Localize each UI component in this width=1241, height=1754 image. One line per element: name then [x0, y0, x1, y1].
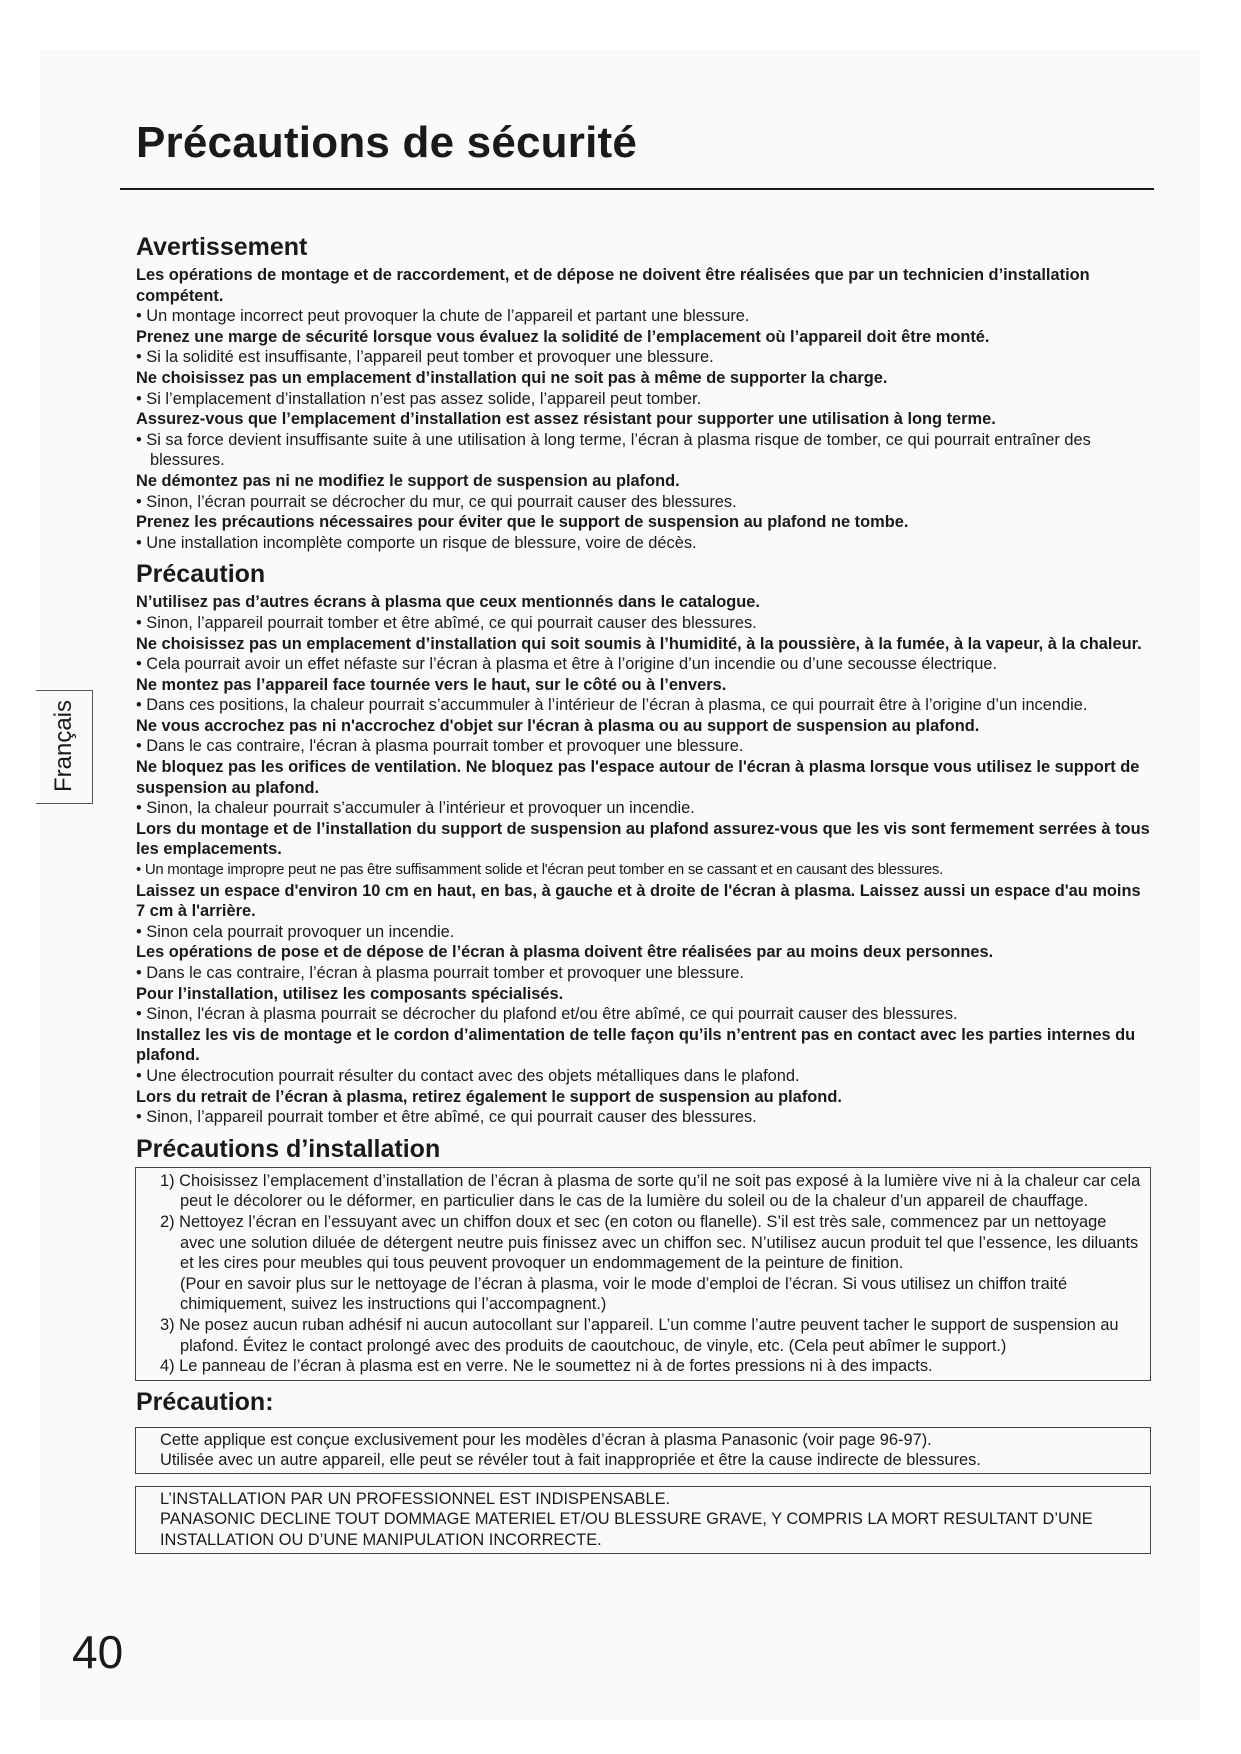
caution-item-6-text: • Sinon cela pourrait provoquer un incendie. [136, 922, 455, 941]
warning-item-2-title: Ne choisissez pas un emplacement d’installation qui ne soit pas à même de supporter la charge. [136, 368, 888, 387]
warning-item-5-title: Prenez les précautions nécessaires pour éviter que le support de suspension au plafond ne tombe. [136, 513, 909, 532]
caution-item-4-text: • Sinon, la chaleur pourrait s’accumuler à l’intérieur et provoquer un incendie. [136, 799, 695, 818]
caution2-line-2: Utilisée avec un autre appareil, elle peut se révéler tout à fait inappropriée et être la cause indirecte de blessures. [160, 1451, 981, 1470]
caution-item-3-title: Ne vous accrochez pas ni n'accrochez d'objet sur l'écran à plasma ou au support de suspension au plafond. [136, 716, 980, 735]
caution-item-8-title: Pour l’installation, utilisez les composants spécialisés. [136, 984, 564, 1003]
caution-item-2-title: Ne montez pas l’appareil face tournée vers le haut, sur le côté ou à l’envers. [136, 675, 727, 694]
caution-item-0-text: • Sinon, l’appareil pourrait tomber et être abîmé, ce qui pourrait causer des blessures. [136, 613, 757, 632]
caution-item-0-title: N’utilisez pas d’autres écrans à plasma que ceux mentionnés dans le catalogue. [136, 593, 760, 612]
warning-item-2-text: • Si l’emplacement d’installation n’est pas assez solide, l’appareil peut tomber. [136, 389, 702, 408]
caution-item-3-text: • Dans le cas contraire, l'écran à plasma pourrait tomber et provoquer une blessure. [136, 737, 744, 756]
caution-item-10-title: Lors du retrait de l’écran à plasma, retirez également le support de suspension au plafond. [136, 1087, 842, 1106]
caution-item-1-title: Ne choisissez pas un emplacement d’installation qui soit soumis à l’humidité, à la poussière, à la fumée, à la vapeur, à la chaleur. [136, 634, 1142, 653]
caution-item-5-title: Lors du montage et de l’installation du support de suspension au plafond assurez-vous que les vis sont fermement serrées à tous les emplacements. [136, 819, 1150, 859]
caution-item-2-text: • Dans ces positions, la chaleur pourrait s’accummuler à l’intérieur de l’écran à plasma, ce qui pourrait être à l’origine d’un incendie. [136, 696, 1088, 715]
caution-item-10-text: • Sinon, l’appareil pourrait tomber et être abîmé, ce qui pourrait causer des blessures. [136, 1108, 757, 1127]
installation-item-4: 4) Le panneau de l’écran à plasma est en verre. Ne le soumettez ni à de fortes pressions ni à des impacts. [160, 1357, 933, 1376]
caution-item-9-text: • Une électrocution pourrait résulter du contact avec des objets métalliques dans le plafond. [136, 1066, 800, 1085]
notice-box [135, 1486, 1151, 1554]
warning-item-1-text: • Si la solidité est insuffisante, l’appareil peut tomber et provoquer une blessure. [136, 348, 714, 367]
installation-item-2: 2) Nettoyez l’écran en l’essuyant avec un chiffon doux et sec (en coton ou flanelle). S’il est très sale, commencez par un nettoyage avec une solution diluée de détergent neutre puis finissez avec un chiffon sec. N’utilisez aucun produit tel que l’essence, les diluants et les cires pour meubles qui tous peuvent provoquer un endommagement de la peinture de finition. [160, 1212, 1139, 1273]
warning-heading: Avertissement [136, 233, 308, 261]
caution-item-9-title: Installez les vis de montage et le cordon d’alimentation de telle façon qu’ils n’entrent pas en contact avec les parties internes du plafond. [136, 1025, 1136, 1065]
installation-box [135, 1167, 1151, 1381]
notice-line-2: PANASONIC DECLINE TOUT DOMMAGE MATERIEL ET/OU BLESSURE GRAVE, Y COMPRIS LA MORT RESULTANT D’UNE INSTALLATION OU D’UNE MANIPULATION INCORRECTE. [160, 1510, 1093, 1550]
installation-item-1: 1) Choisissez l’emplacement d’installation de l’écran à plasma de sorte qu’il ne soit pas exposé à la lumière vive ni à la chaleur car cela peut le décolorer ou le déformer, en particulier dans le cas de la lumière du soleil ou de la chaleur d’un appareil de chauffage. [160, 1171, 1141, 1211]
installation-item-2-note: (Pour en savoir plus sur le nettoyage de l’écran à plasma, voir le mode d’emploi de l’écran. Si vous utilisez un chiffon traité chimiquement, suivez les instructions qui l’accompagnent.) [180, 1274, 1068, 1314]
caution-item-7-title: Les opérations de pose et de dépose de l’écran à plasma doivent être réalisées par au moins deux personnes. [136, 943, 994, 962]
caution-item-8-text: • Sinon, l'écran à plasma pourrait se décrocher du plafond et/ou être abîmé, ce qui pourrait causer des blessures. [136, 1005, 958, 1024]
warning-item-5-text: • Une installation incomplète comporte un risque de blessure, voire de décès. [136, 533, 697, 552]
warning-item-3-title: Assurez-vous que l’emplacement d’installation est assez résistant pour supporter une utilisation à long terme. [136, 410, 996, 429]
page-number: 40 [72, 1626, 124, 1678]
caution-heading: Précaution [136, 560, 266, 589]
warning-item-4-title: Ne démontez pas ni ne modifiez le support de suspension au plafond. [136, 471, 680, 490]
caution-item-1-text: • Cela pourrait avoir un effet néfaste sur l’écran à plasma et être à l’origine d’un incendie ou d’une secousse électrique. [136, 655, 997, 674]
warning-item-1-title: Prenez une marge de sécurité lorsque vous évaluez la solidité de l’emplacement où l’appareil doit être monté. [136, 327, 990, 346]
warning-item-4-text: • Sinon, l’écran pourrait se décrocher du mur, ce qui pourrait causer des blessures. [136, 492, 737, 511]
caution2-heading: Précaution: [136, 1387, 274, 1416]
page-title: Précautions de sécurité [136, 118, 638, 167]
caution-item-7-text: • Dans le cas contraire, l’écran à plasma pourrait tomber et provoquer une blessure. [136, 964, 744, 982]
installation-heading: Précautions d’installation [136, 1134, 441, 1163]
warning-item-0-text: • Un montage incorrect peut provoquer la chute de l’appareil et partant une blessure. [136, 307, 750, 326]
warning-list [136, 265, 1151, 553]
caution-item-4-title: Ne bloquez pas les orifices de ventilation. Ne bloquez pas l'espace autour de l'écran à plasma lorsque vous utilisez le support de suspension au plafond. [136, 758, 1140, 797]
caution-item-5-text: • Un montage impropre peut ne pas être suffisamment solide et l'écran peut tomber en se cassant et en causant des blessures. [136, 861, 943, 879]
installation-item-3: 3) Ne posez aucun ruban adhésif ni aucun autocollant sur l’appareil. L’un comme l’autre peuvent tacher le support de suspension au plafond. Évitez le contact prolongé avec des produits de caoutchouc, de vinyle, etc. (Cela peut abîmer le support.) [160, 1315, 1119, 1355]
title-divider [120, 188, 1154, 190]
notice-line-1: L’INSTALLATION PAR UN PROFESSIONNEL EST INDISPENSABLE. [160, 1489, 671, 1508]
warning-item-3-text: • Si sa force devient insuffisante suite à une utilisation à long terme, l’écran à plasma risque de tomber, ce qui pourrait entraîner des blessures. [136, 430, 1091, 470]
warning-item-0-title: Les opérations de montage et de raccordement, et de dépose ne doivent être réalisées que par un technicien d’installation compétent. [136, 266, 1090, 305]
caution2-box [135, 1427, 1151, 1474]
caution-item-6-title: Laissez un espace d'environ 10 cm en haut, en bas, à gauche et à droite de l'écran à plasma. Laissez aussi un espace d'au moins 7 cm à l'arrière. [136, 881, 1141, 921]
caution2-line-1: Cette applique est conçue exclusivement pour les modèles d’écran à plasma Panasonic (voir page 96-97). [160, 1430, 932, 1449]
caution-list [136, 592, 1151, 1127]
language-tab-label: Français [50, 699, 77, 793]
content [136, 232, 1151, 1554]
